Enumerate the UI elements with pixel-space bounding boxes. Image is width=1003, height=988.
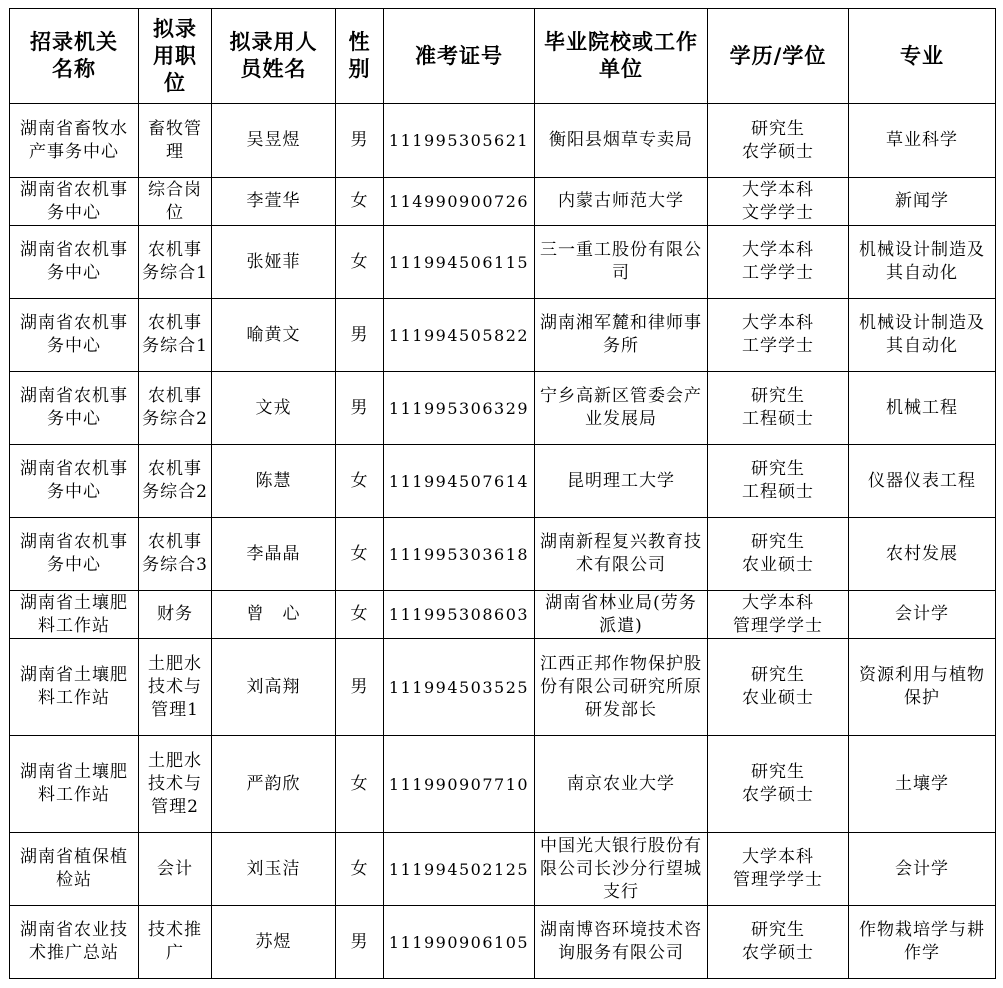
cell-gender: 女 — [336, 518, 384, 591]
cell-degree: 研究生 工程硕士 — [708, 445, 849, 518]
cell-exam-id: 111994505822 — [384, 299, 535, 372]
cell-major: 会计学 — [849, 833, 996, 906]
cell-exam-id: 111995305621 — [384, 104, 535, 178]
cell-gender: 女 — [336, 226, 384, 299]
cell-gender: 女 — [336, 178, 384, 226]
cell-school: 湖南新程复兴教育技术有限公司 — [535, 518, 708, 591]
cell-position: 土肥水技术与管理2 — [139, 736, 212, 833]
cell-name: 陈慧 — [212, 445, 336, 518]
cell-major: 资源利用与植物保护 — [849, 639, 996, 736]
cell-exam-id: 111994506115 — [384, 226, 535, 299]
cell-school: 三一重工股份有限公司 — [535, 226, 708, 299]
cell-name: 吴昱煜 — [212, 104, 336, 178]
table-row — [10, 104, 996, 178]
cell-major: 仪器仪表工程 — [849, 445, 996, 518]
cell-major: 草业科学 — [849, 104, 996, 178]
cell-exam-id: 114990900726 — [384, 178, 535, 226]
cell-exam-id: 111995308603 — [384, 591, 535, 639]
cell-name: 张娅菲 — [212, 226, 336, 299]
cell-agency: 湖南省农机事务中心 — [10, 299, 139, 372]
cell-degree: 研究生 农业硕士 — [708, 639, 849, 736]
cell-exam-id: 111994507614 — [384, 445, 535, 518]
cell-degree: 研究生 农学硕士 — [708, 104, 849, 178]
table-row — [10, 372, 996, 445]
header-degree: 学历/学位 — [708, 9, 849, 104]
cell-school: 内蒙古师范大学 — [535, 178, 708, 226]
cell-degree: 研究生 农学硕士 — [708, 736, 849, 833]
cell-gender: 男 — [336, 639, 384, 736]
cell-agency: 湖南省土壤肥料工作站 — [10, 591, 139, 639]
cell-degree: 大学本科 工学学士 — [708, 299, 849, 372]
cell-exam-id: 111995306329 — [384, 372, 535, 445]
cell-school: 昆明理工大学 — [535, 445, 708, 518]
cell-school: 湖南省林业局(劳务派遣) — [535, 591, 708, 639]
cell-degree: 研究生 农学硕士 — [708, 906, 849, 979]
cell-agency: 湖南省农机事务中心 — [10, 178, 139, 226]
cell-major: 新闻学 — [849, 178, 996, 226]
cell-degree: 大学本科 管理学学士 — [708, 591, 849, 639]
cell-name: 刘高翔 — [212, 639, 336, 736]
cell-name: 曾 心 — [212, 591, 336, 639]
cell-agency: 湖南省农机事务中心 — [10, 518, 139, 591]
cell-agency: 湖南省农机事务中心 — [10, 226, 139, 299]
table-row — [10, 639, 996, 736]
cell-major: 土壤学 — [849, 736, 996, 833]
header-major: 专业 — [849, 9, 996, 104]
cell-position: 农机事务综合2 — [139, 445, 212, 518]
cell-gender: 男 — [336, 372, 384, 445]
cell-exam-id: 111990907710 — [384, 736, 535, 833]
cell-degree: 研究生 农业硕士 — [708, 518, 849, 591]
cell-agency: 湖南省农机事务中心 — [10, 372, 139, 445]
cell-gender: 男 — [336, 906, 384, 979]
table-row — [10, 591, 996, 639]
cell-position: 土肥水技术与管理1 — [139, 639, 212, 736]
table-row — [10, 299, 996, 372]
cell-major: 机械工程 — [849, 372, 996, 445]
cell-school: 湖南博咨环境技术咨询服务有限公司 — [535, 906, 708, 979]
cell-gender: 女 — [336, 445, 384, 518]
cell-agency: 湖南省农业技术推广总站 — [10, 906, 139, 979]
table-row — [10, 226, 996, 299]
cell-agency: 湖南省畜牧水产事务中心 — [10, 104, 139, 178]
cell-agency: 湖南省土壤肥料工作站 — [10, 736, 139, 833]
cell-major: 会计学 — [849, 591, 996, 639]
cell-degree: 大学本科 管理学学士 — [708, 833, 849, 906]
cell-exam-id: 111990906105 — [384, 906, 535, 979]
cell-position: 农机事务综合1 — [139, 299, 212, 372]
cell-exam-id: 111994502125 — [384, 833, 535, 906]
cell-name: 刘玉洁 — [212, 833, 336, 906]
cell-school: 南京农业大学 — [535, 736, 708, 833]
cell-position: 技术推广 — [139, 906, 212, 979]
table-row — [10, 833, 996, 906]
cell-exam-id: 111994503525 — [384, 639, 535, 736]
cell-position: 农机事务综合3 — [139, 518, 212, 591]
cell-degree: 大学本科 工学学士 — [708, 226, 849, 299]
table-row — [10, 178, 996, 226]
cell-gender: 女 — [336, 833, 384, 906]
table-row — [10, 736, 996, 833]
header-agency: 招录机关名称 — [10, 9, 139, 104]
cell-name: 文戎 — [212, 372, 336, 445]
cell-name: 苏煜 — [212, 906, 336, 979]
table-row — [10, 906, 996, 979]
header-gender: 性别 — [336, 9, 384, 104]
table-row — [10, 445, 996, 518]
cell-gender: 女 — [336, 736, 384, 833]
header-position: 拟录用职位 — [139, 9, 212, 104]
cell-major: 机械设计制造及其自动化 — [849, 226, 996, 299]
cell-school: 宁乡高新区管委会产业发展局 — [535, 372, 708, 445]
cell-major: 机械设计制造及其自动化 — [849, 299, 996, 372]
cell-position: 农机事务综合1 — [139, 226, 212, 299]
header-exam-id: 准考证号 — [384, 9, 535, 104]
cell-gender: 男 — [336, 299, 384, 372]
cell-major: 作物栽培学与耕作学 — [849, 906, 996, 979]
cell-agency: 湖南省农机事务中心 — [10, 445, 139, 518]
cell-name: 严韵欣 — [212, 736, 336, 833]
recruitment-table — [9, 8, 996, 979]
cell-name: 李萱华 — [212, 178, 336, 226]
cell-position: 综合岗位 — [139, 178, 212, 226]
cell-agency: 湖南省植保植检站 — [10, 833, 139, 906]
cell-position: 畜牧管理 — [139, 104, 212, 178]
cell-agency: 湖南省土壤肥料工作站 — [10, 639, 139, 736]
cell-major: 农村发展 — [849, 518, 996, 591]
cell-position: 财务 — [139, 591, 212, 639]
cell-name: 喻黄文 — [212, 299, 336, 372]
header-row — [10, 9, 996, 104]
table-row — [10, 518, 996, 591]
header-name: 拟录用人员姓名 — [212, 9, 336, 104]
cell-degree: 大学本科 文学学士 — [708, 178, 849, 226]
cell-school: 湖南湘军麓和律师事务所 — [535, 299, 708, 372]
cell-gender: 女 — [336, 591, 384, 639]
cell-school: 中国光大银行股份有限公司长沙分行望城支行 — [535, 833, 708, 906]
cell-school: 衡阳县烟草专卖局 — [535, 104, 708, 178]
cell-school: 江西正邦作物保护股份有限公司研究所原研发部长 — [535, 639, 708, 736]
cell-position: 会计 — [139, 833, 212, 906]
cell-position: 农机事务综合2 — [139, 372, 212, 445]
cell-gender: 男 — [336, 104, 384, 178]
cell-degree: 研究生 工程硕士 — [708, 372, 849, 445]
cell-name: 李晶晶 — [212, 518, 336, 591]
cell-exam-id: 111995303618 — [384, 518, 535, 591]
header-school: 毕业院校或工作单位 — [535, 9, 708, 104]
